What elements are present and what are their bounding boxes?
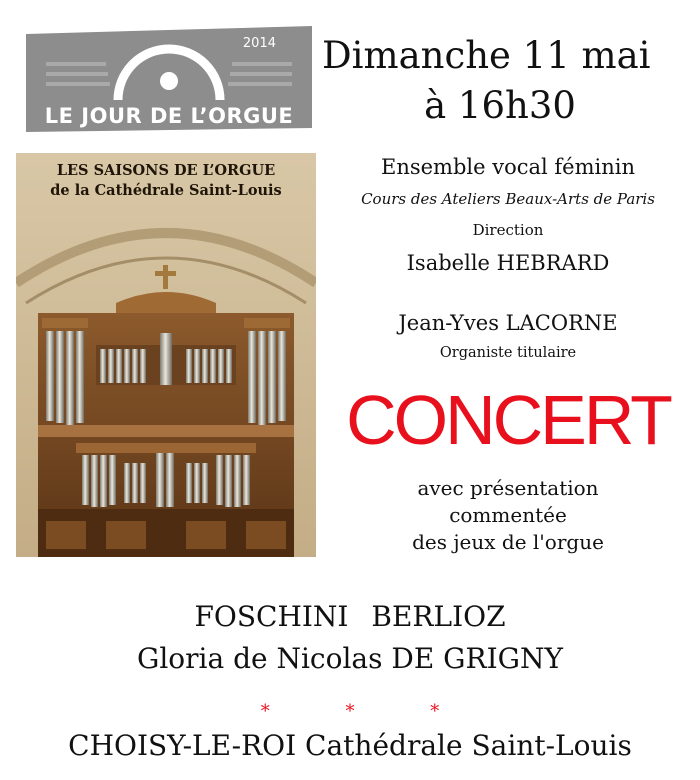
logo-title: LE JOUR DE L’ORGUE [44,104,294,128]
poster-title-line2: de la Cathédrale Saint-Louis [50,182,282,199]
concert-heading: CONCERT [346,381,670,459]
venue: CHOISY-LE-ROI Cathédrale Saint-Louis [68,729,632,762]
program-composers: FOSCHINI BERLIOZ [194,600,506,633]
event-date: Dimanche 11 mai [322,34,651,77]
director-name: Isabelle HEBRARD [406,251,610,275]
organ-illustration [16,153,316,557]
organist-name: Jean-Yves LACORNE [398,311,618,335]
program-work: Gloria de Nicolas DE GRIGNY [136,642,564,675]
event-logo [26,22,312,134]
description-line-2: commentée [449,503,567,527]
poster-title [16,161,316,201]
organ-poster [16,153,316,557]
description-line-3: des jeux de l'orgue [412,530,604,554]
ensemble-origin: Cours des Ateliers Beaux-Arts de Paris [361,190,655,208]
logo-year: 2014 [242,36,276,51]
organist-role: Organiste titulaire [439,345,577,361]
event-time: à 16h30 [424,84,576,127]
description-line-1: avec présentation [417,476,599,500]
concert-description [326,475,690,556]
separator-stars: * * * [260,701,440,722]
ensemble-name: Ensemble vocal féminin [380,155,635,179]
direction-label: Direction [472,221,544,239]
poster-title-line1: LES SAISONS DE L’ORGUE [56,162,276,179]
